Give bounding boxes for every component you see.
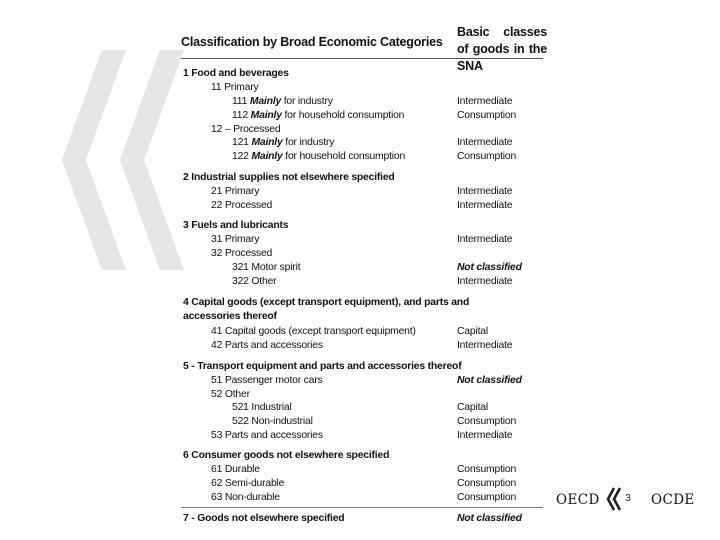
sna-class: Intermediate [457, 234, 513, 245]
category-row: 51 Passenger motor cars Not classified [211, 375, 522, 386]
sna-class: Not classified [457, 262, 522, 273]
oecd-label: OECD [556, 492, 600, 508]
category-row: 31 Primary Intermediate [211, 234, 513, 245]
sna-class: Capital [457, 326, 488, 337]
category-row: 522 Non-industrial Consumption [232, 416, 517, 427]
section-divider [181, 507, 543, 508]
category-row: 22 Processed Intermediate [211, 200, 513, 211]
category-row: 3 Fuels and lubricants [183, 220, 289, 231]
category-row: 21 Primary Intermediate [211, 186, 513, 197]
sna-class: Intermediate [457, 276, 513, 287]
category-row: 521 Industrial Capital [232, 402, 488, 413]
category-row: 11 Primary [211, 82, 259, 93]
sna-classes-header: Basic classes of goods in the SNA [457, 25, 547, 73]
category-row: 111 Mainly for industry Intermediate [232, 96, 513, 107]
sna-class: Not classified [457, 513, 522, 524]
category-row: 321 Motor spirit Not classified [232, 262, 522, 273]
category-row: 7 - Goods not elsewhere specified Not classified [183, 513, 522, 524]
sna-class: Consumption [457, 464, 517, 475]
sna-class: Intermediate [457, 96, 513, 107]
category-row: 322 Other Intermediate [232, 276, 513, 287]
category-row: 42 Parts and accessories Intermediate [211, 340, 513, 351]
category-row: 12 – Processed [211, 124, 281, 135]
category-row: 1 Food and beverages [183, 68, 289, 79]
sna-class: Consumption [457, 151, 517, 162]
category-row: 53 Parts and accessories Intermediate [211, 430, 513, 441]
sna-class: Capital [457, 402, 488, 413]
sna-class: Consumption [457, 110, 517, 121]
sna-class: Consumption [457, 416, 517, 427]
sna-class: Not classified [457, 375, 522, 386]
category-row: accessories thereof [183, 311, 277, 322]
category-row: 52 Other [211, 389, 250, 400]
classification-header: Classification by Broad Economic Categories [181, 35, 443, 49]
category-row: 122 Mainly for household consumption Consumption [232, 151, 517, 162]
oecd-logo-icon [604, 486, 626, 512]
oecd-footer [554, 484, 704, 514]
sna-class: Intermediate [457, 200, 513, 211]
category-row: 62 Semi-durable Consumption [211, 478, 517, 489]
sna-class: Intermediate [457, 186, 513, 197]
sna-class: Intermediate [457, 340, 513, 351]
page-number: 3 [625, 492, 631, 504]
category-row: 112 Mainly for household consumption Consumption [232, 110, 517, 121]
category-row: 121 Mainly for industry Intermediate [232, 137, 513, 148]
sna-class: Consumption [457, 478, 517, 489]
category-row: 41 Capital goods (except transport equipment) Capital [211, 326, 488, 337]
sna-class: Intermediate [457, 430, 513, 441]
category-row: 5 - Transport equipment and parts and accessories thereof [183, 361, 462, 372]
ocde-label: OCDE [651, 492, 695, 508]
category-row: 63 Non-durable Consumption [211, 492, 517, 503]
category-row: 61 Durable Consumption [211, 464, 517, 475]
category-row: 2 Industrial supplies not elsewhere specified [183, 172, 395, 183]
category-row: 6 Consumer goods not elsewhere specified [183, 450, 390, 461]
header-divider [181, 58, 543, 59]
sna-class: Consumption [457, 492, 517, 503]
category-row: 4 Capital goods (except transport equipment), and parts and [183, 297, 470, 308]
category-row: 32 Processed [211, 248, 273, 259]
sna-class: Intermediate [457, 137, 513, 148]
